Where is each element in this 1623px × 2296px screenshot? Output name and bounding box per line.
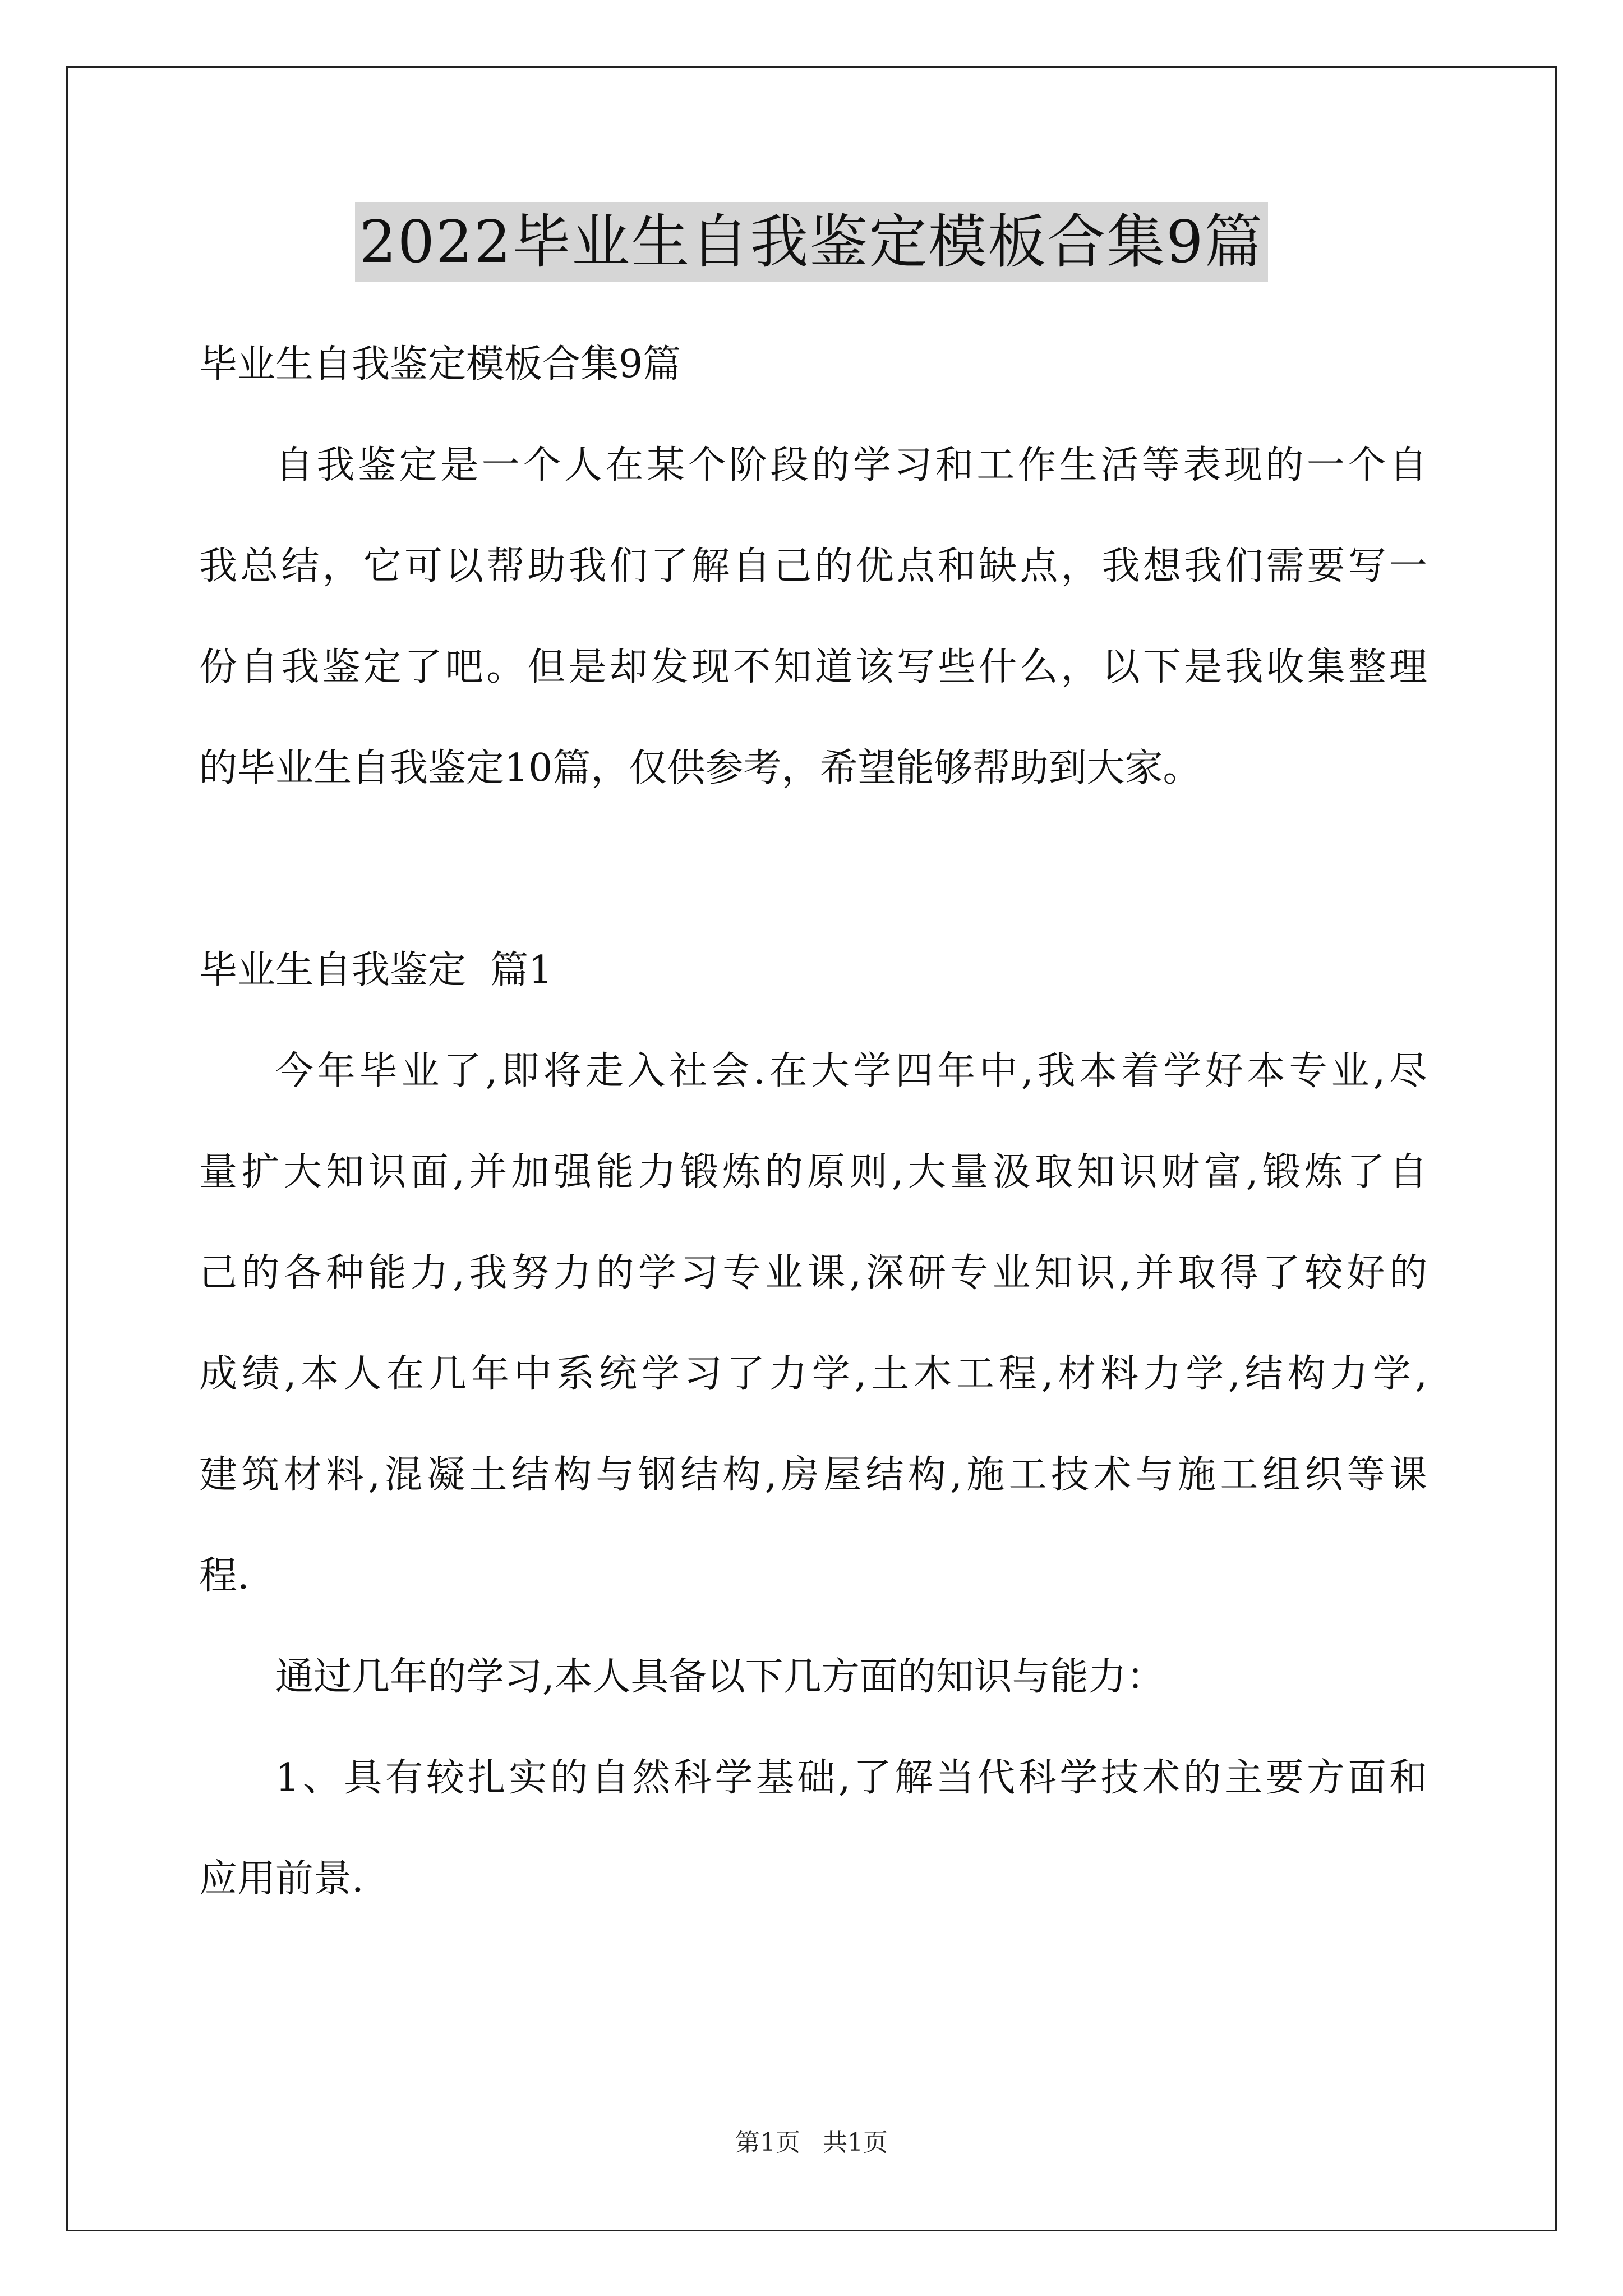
intro-line: 我总结，它可以帮助我们了解自己的优点和缺点，我想我们需要写一 <box>199 544 1427 588</box>
document-title: 2022毕业生自我鉴定模板合集9篇 <box>355 202 1269 282</box>
page-footer <box>0 2126 1623 2160</box>
page-number: 第1页 <box>735 2128 800 2157</box>
section-para3-line: 应用前景. <box>199 1857 364 1901</box>
title-wrap <box>0 202 1623 282</box>
section-para3-line: 1、具有较扎实的自然科学基础,了解当代科学技术的主要方面和 <box>275 1756 1427 1800</box>
section-para1-line: 己的各种能力,我努力的学习专业课,深研专业知识,并取得了较好的 <box>199 1251 1427 1295</box>
document-subtitle: 毕业生自我鉴定模板合集9篇 <box>199 342 681 386</box>
section-heading: 毕业生自我鉴定 篇1 <box>199 948 553 992</box>
page-total: 共1页 <box>823 2128 888 2157</box>
section-para1-line: 今年毕业了,即将走入社会.在大学四年中,我本着学好本专业,尽 <box>275 1049 1427 1093</box>
section-para1-line: 成绩,本人在几年中系统学习了力学,土木工程,材料力学,结构力学, <box>199 1352 1427 1396</box>
section-para1-line: 建筑材料,混凝土结构与钢结构,房屋结构,施工技术与施工组织等课 <box>199 1453 1427 1497</box>
blank-line <box>199 819 1427 920</box>
intro-line: 份自我鉴定了吧。但是却发现不知道该写些什么，以下是我收集整理 <box>199 645 1427 689</box>
section-para2: 通过几年的学习,本人具备以下几方面的知识与能力： <box>275 1655 1165 1699</box>
section-para1-line: 程. <box>199 1554 250 1598</box>
intro-line: 的毕业生自我鉴定10篇，仅供参考，希望能够帮助到大家。 <box>199 746 1201 790</box>
section-para1-line: 量扩大知识面,并加强能力锻炼的原则,大量汲取知识财富,锻炼了自 <box>199 1150 1427 1194</box>
document-body <box>199 314 1427 1930</box>
intro-line: 自我鉴定是一个人在某个阶段的学习和工作生活等表现的一个自 <box>275 443 1427 487</box>
